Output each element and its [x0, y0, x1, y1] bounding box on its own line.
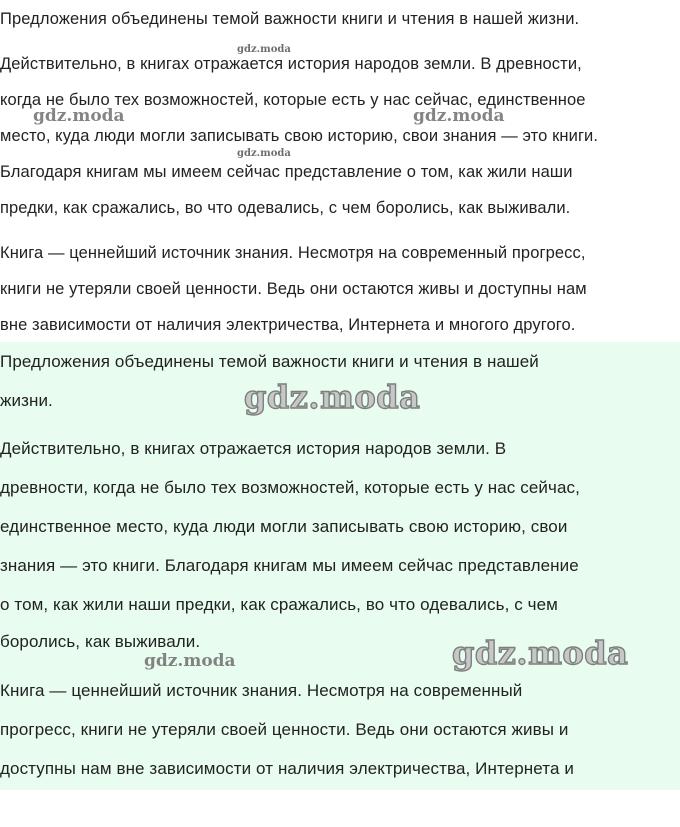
watermark: gdz.moda — [144, 651, 236, 671]
text-line: книги не утеряли своей ценности. Ведь они остаются живы и доступны нам — [0, 280, 587, 298]
text-line: знания — это книги. Благодаря книгам мы имеем сейчас представление — [0, 556, 579, 575]
text-line: вне зависимости от наличия электричества, Интернета и многого другого. — [0, 316, 576, 334]
text-line: предки, как сражались, во что одевались, с чем боролись, как выживали. — [0, 199, 571, 217]
text-line: жизни. — [0, 391, 53, 410]
watermark: gdz.moda — [237, 148, 291, 159]
text-line: Действительно, в книгах отражается история народов земли. В древности, — [0, 55, 582, 73]
watermark: gdz.moda — [244, 378, 421, 416]
text-line: место, куда люди могли записывать свою историю, свои знания — это книги. — [0, 127, 599, 145]
watermark: gdz.moda — [452, 634, 629, 672]
text-line: доступны нам вне зависимости от наличия электричества, Интернета и — [0, 759, 574, 778]
watermark: gdz.moda — [33, 106, 125, 126]
text-line: Действительно, в книгах отражается история народов земли. В — [0, 439, 507, 458]
text-line: прогресс, книги не утеряли своей ценности. Ведь они остаются живы и — [0, 720, 569, 739]
text-line: о том, как жили наши предки, как сражались, во что одевались, с чем — [0, 595, 558, 614]
text-line: боролись, как выживали. — [0, 632, 201, 651]
text-line: Книга — ценнейший источник знания. Несмотря на современный — [0, 681, 523, 700]
text-line: древности, когда не было тех возможностей, которые есть у нас сейчас, — [0, 478, 580, 497]
watermark: gdz.moda — [237, 44, 291, 55]
text-line: Предложения объединены темой важности книги и чтения в нашей — [0, 352, 539, 371]
text-line: Предложения объединены темой важности книги и чтения в нашей жизни. — [0, 10, 580, 28]
text-line: Благодаря книгам мы имеем сейчас представление о том, как жили наши — [0, 163, 573, 181]
text-line: единственное место, куда люди могли записывать свою историю, свои — [0, 517, 568, 536]
text-line: когда не было тех возможностей, которые есть у нас сейчас, единственное — [0, 91, 586, 109]
text-line: Книга — ценнейший источник знания. Несмотря на современный прогресс, — [0, 244, 586, 262]
watermark: gdz.moda — [413, 106, 505, 126]
